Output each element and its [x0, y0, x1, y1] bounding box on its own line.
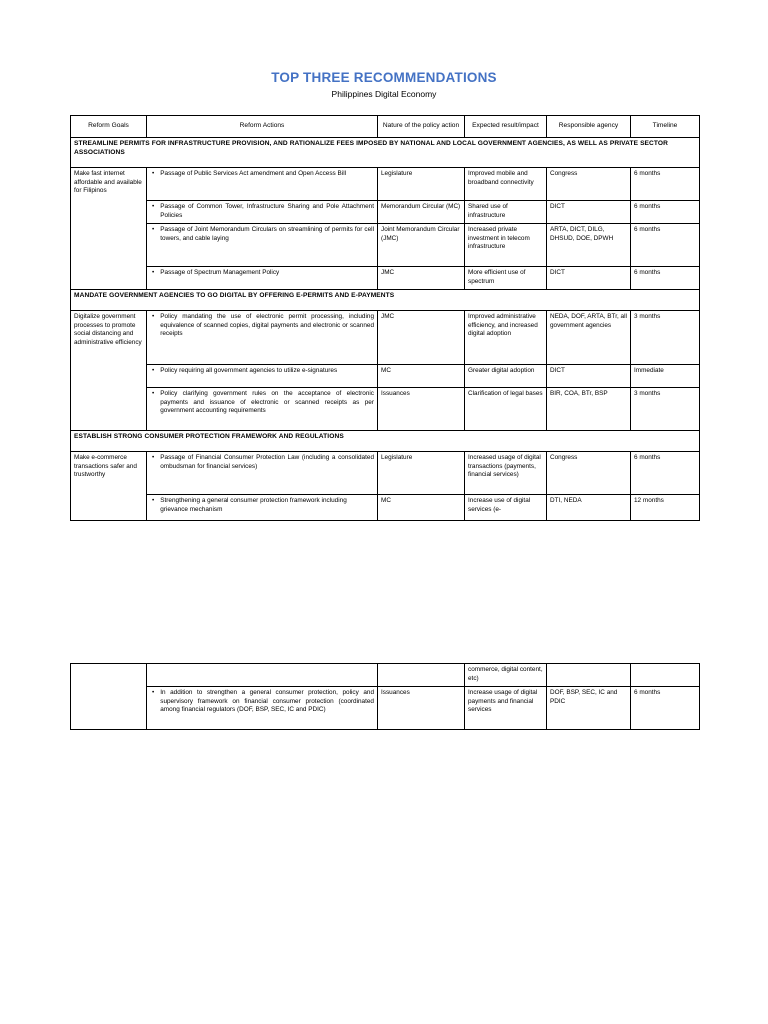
policy-nature: MC — [378, 365, 465, 388]
responsible-agency: Congress — [547, 452, 631, 495]
responsible-agency: DICT — [547, 365, 631, 388]
header-timeline: Timeline — [631, 116, 700, 138]
section-heading: ESTABLISH STRONG CONSUMER PROTECTION FRAMEWORK AND REGULATIONS — [71, 431, 700, 452]
responsible-agency — [547, 664, 631, 687]
reform-action — [147, 664, 378, 687]
responsible-agency: BIR, COA, BTr, BSP — [547, 388, 631, 431]
header-reform-goals: Reform Goals — [71, 116, 147, 138]
expected-result: Increase usage of digital payments and financial services — [465, 687, 547, 730]
table-row — [71, 201, 700, 224]
reform-action: • Policy clarifying government rules on the acceptance of electronic payments and issuance of electronic or scanned receipts as per government accounting requirements — [147, 388, 378, 431]
bullet-icon: • — [152, 497, 155, 504]
policy-nature — [378, 664, 465, 687]
responsible-agency: Congress — [547, 168, 631, 201]
section-heading-row — [71, 290, 700, 311]
policy-nature: Issuances — [378, 687, 465, 730]
page-title: TOP THREE RECOMMENDATIONS — [271, 70, 497, 85]
reform-action: • Passage of Common Tower, Infrastructure Sharing and Pole Attachment Policies — [147, 201, 378, 224]
header-nature: Nature of the policy action — [378, 116, 465, 138]
reform-action: • Strengthening a general consumer protection framework including grievance mechanism — [147, 495, 378, 521]
responsible-agency: NEDA, DOF, ARTA, BTr, all government agencies — [547, 311, 631, 365]
timeline: 12 months — [631, 495, 700, 521]
expected-result: Improved administrative efficiency, and increased digital adoption — [465, 311, 547, 365]
policy-nature: JMC — [378, 311, 465, 365]
bullet-icon: • — [152, 367, 155, 374]
responsible-agency: DTI, NEDA — [547, 495, 631, 521]
bullet-icon: • — [152, 269, 155, 276]
policy-nature: Joint Memorandum Circular (JMC) — [378, 224, 465, 267]
table-row — [71, 664, 700, 687]
policy-nature: MC — [378, 495, 465, 521]
bullet-icon: • — [152, 226, 155, 233]
responsible-agency: DOF, BSP, SEC, IC and PDIC — [547, 687, 631, 730]
expected-result: Shared use of infrastructure — [465, 201, 547, 224]
timeline: 6 months — [631, 224, 700, 267]
bullet-icon: • — [152, 313, 155, 320]
header-expected: Expected result/impact — [465, 116, 547, 138]
reform-goal — [71, 664, 147, 730]
reform-action: • Policy mandating the use of electronic permit processing, including equivalence of scanned copies, digital payments and electronic or scanned receipts — [147, 311, 378, 365]
expected-result: Increased usage of digital transactions (payments, financial services) — [465, 452, 547, 495]
policy-nature: Legislature — [378, 452, 465, 495]
timeline: 6 months — [631, 168, 700, 201]
bullet-icon: • — [152, 454, 155, 461]
header-reform-actions: Reform Actions — [147, 116, 378, 138]
table-row — [71, 495, 700, 521]
timeline: 6 months — [631, 267, 700, 290]
expected-result: Improved mobile and broadband connectivity — [465, 168, 547, 201]
table-row — [71, 687, 700, 730]
table-row — [71, 224, 700, 267]
table-row — [71, 365, 700, 388]
reform-goal: Make fast internet affordable and available for Filipinos — [71, 168, 147, 290]
reform-action: • Passage of Public Services Act amendment and Open Access Bill — [147, 168, 378, 201]
section-heading-row — [71, 431, 700, 452]
policy-nature: JMC — [378, 267, 465, 290]
bullet-icon: • — [152, 170, 155, 177]
policy-nature: Memorandum Circular (MC) — [378, 201, 465, 224]
table-row — [71, 452, 700, 495]
expected-result: Clarification of legal bases — [465, 388, 547, 431]
table-row — [71, 267, 700, 290]
timeline: 6 months — [631, 452, 700, 495]
reform-goal: Make e-commerce transactions safer and trustworthy — [71, 452, 147, 521]
reform-goal: Digitalize government processes to promote social distancing and administrative efficiency — [71, 311, 147, 431]
expected-result: Increased private investment in telecom infrastructure — [465, 224, 547, 267]
reform-action: • In addition to strengthen a general consumer protection, policy and supervisory framework on financial consumer protection (coordinated among financial regulators (DOF, BSP, SEC, IC and PDIC) — [147, 687, 378, 730]
timeline: 3 months — [631, 311, 700, 365]
timeline — [631, 664, 700, 687]
policy-nature: Legislature — [378, 168, 465, 201]
section-heading: STREAMLINE PERMITS FOR INFRASTRUCTURE PROVISION, AND RATIONALIZE FEES IMPOSED BY NATIONAL AND LOCAL GOVERNMENT AGENCIES, AS WELL AS PRIVATE SECTOR ASSOCIATIONS — [71, 138, 700, 168]
expected-result: More efficient use of spectrum — [465, 267, 547, 290]
reform-action: • Passage of Spectrum Management Policy — [147, 267, 378, 290]
table-row — [71, 168, 700, 201]
reform-action: • Passage of Joint Memorandum Circulars on streamlining of permits for cell towers, and cable laying — [147, 224, 378, 267]
section-heading-row — [71, 138, 700, 168]
responsible-agency: DICT — [547, 201, 631, 224]
expected-result: commerce, digital content, etc) — [465, 664, 547, 687]
table-row — [71, 311, 700, 365]
bullet-icon: • — [152, 689, 155, 696]
timeline: Immediate — [631, 365, 700, 388]
policy-nature: Issuances — [378, 388, 465, 431]
responsible-agency: ARTA, DICT, DILG, DHSUD, DOE, DPWH — [547, 224, 631, 267]
expected-result: Greater digital adoption — [465, 365, 547, 388]
timeline: 3 months — [631, 388, 700, 431]
responsible-agency: DICT — [547, 267, 631, 290]
recommendations-table — [70, 115, 700, 521]
page-subtitle: Philippines Digital Economy — [331, 89, 437, 99]
header-row — [71, 116, 700, 138]
bullet-icon: • — [152, 203, 155, 210]
timeline: 6 months — [631, 201, 700, 224]
expected-result: Increase use of digital services (e- — [465, 495, 547, 521]
timeline: 6 months — [631, 687, 700, 730]
table-row — [71, 388, 700, 431]
recommendations-table-continued — [70, 663, 700, 730]
header-agency: Responsible agency — [547, 116, 631, 138]
bullet-icon: • — [152, 390, 155, 397]
section-heading: MANDATE GOVERNMENT AGENCIES TO GO DIGITAL BY OFFERING E-PERMITS AND E-PAYMENTS — [71, 290, 700, 311]
reform-action: • Policy requiring all government agencies to utilize e-signatures — [147, 365, 378, 388]
reform-action: • Passage of Financial Consumer Protection Law (including a consolidated ombudsman for financial services) — [147, 452, 378, 495]
